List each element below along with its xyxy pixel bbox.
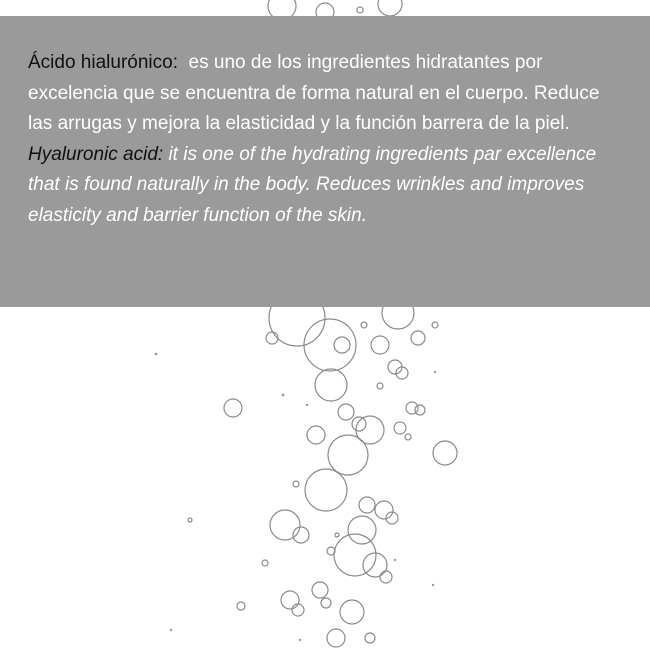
spanish-description: es uno de los ingredientes hidratantes por excelencia que se encuentra de forma natural en el cuerpo. Reduce las arrugas y mejora la elasticidad y la función barrera de la piel.	[28, 52, 600, 134]
english-description: it is one of the hydrating ingredients par excellence that is found naturally in the body. Reduces wrinkles and improves elasticity and barrier function of the skin.	[28, 143, 597, 226]
english-term: Hyaluronic acid:	[28, 143, 164, 165]
description-overlay-panel	[0, 16, 650, 307]
english-paragraph	[28, 140, 620, 232]
spanish-paragraph	[28, 48, 620, 140]
spanish-term: Ácido hialurónico:	[28, 52, 178, 73]
